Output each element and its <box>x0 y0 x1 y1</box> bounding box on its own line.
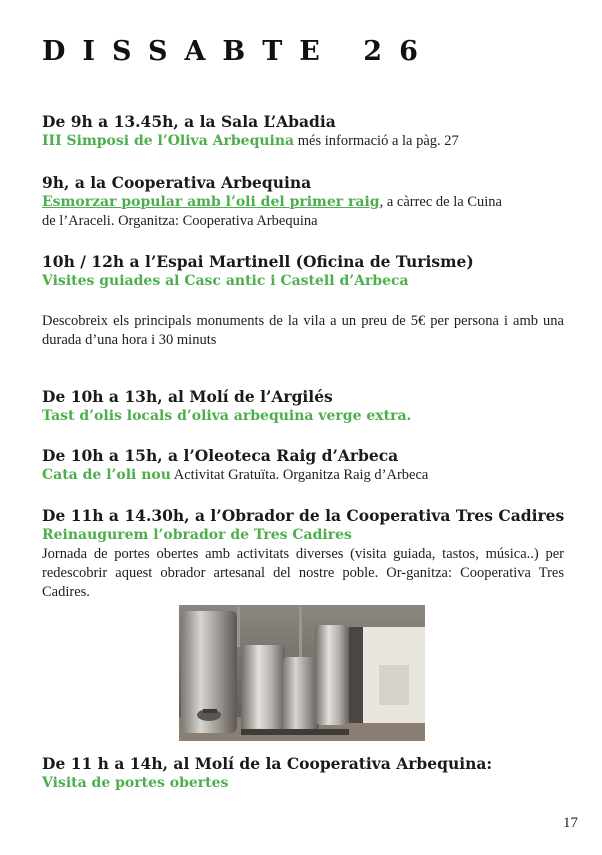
event-description: Descobreix els principals monuments de la vila a un preu de 5€ per persona i amb una durada d’una hora i 30 minuts <box>42 313 564 348</box>
event-heading: De 10h a 15h, a l’Oleoteca Raig d’Arbeca <box>42 446 399 465</box>
event-simposi <box>42 112 564 151</box>
event-heading: 10h / 12h a l’Espai Martinell (Oficina de Turisme) <box>42 252 474 271</box>
event-heading: De 11 h a 14h, al Molí de la Cooperativa Arbequina: <box>42 754 493 773</box>
event-text: Activitat Gratuïta. Organitza Raig d’Arbeca <box>170 467 429 483</box>
day-title: DISSABTE 26 <box>42 36 435 67</box>
page-number: 17 <box>563 815 578 831</box>
event-obrador <box>42 506 564 602</box>
event-line <box>42 132 564 151</box>
event-line <box>42 272 564 291</box>
event-line <box>42 407 564 426</box>
event-title: III Simposi de l’Oliva Arbequina <box>42 133 295 149</box>
event-title: Reinaugurem l’obrador de Tres Cadires <box>42 527 352 543</box>
event-heading: 9h, a la Cooperativa Arbequina <box>42 173 312 192</box>
event-title: Esmorzar popular amb l’oli del primer raig <box>42 194 380 210</box>
event-line <box>42 466 564 485</box>
event-line <box>42 193 564 212</box>
obrador-photo <box>179 605 425 741</box>
event-heading: De 9h a 13.45h, a la Sala L’Abadia <box>42 112 336 131</box>
event-text: més informació a la pàg. 27 <box>294 133 459 149</box>
event-heading: De 11h a 14.30h, a l’Obrador de la Cooperativa Tres Cadires <box>42 506 565 525</box>
event-portes-obertes <box>42 754 564 793</box>
event-title: Tast d’olis locals d’oliva arbequina verge extra. <box>42 408 412 424</box>
event-title: Visita de portes obertes <box>42 775 229 791</box>
event-description: Jornada de portes obertes amb activitats diverses (visita guiada, tastos, música..) per redescobrir aquest obrador artesanal del nostre poble. Or-ganitza: Cooperativa Tres Cadires. <box>42 546 564 600</box>
event-title: Cata de l’oli nou <box>42 467 171 483</box>
event-visites-guiades <box>42 252 564 350</box>
event-tast-olis <box>42 387 564 426</box>
event-text-continued: de l’Araceli. Organitza: Cooperativa Arbequina <box>42 213 318 229</box>
event-line <box>42 774 564 793</box>
event-esmorzar <box>42 173 564 231</box>
obrador-photo-image <box>179 605 425 741</box>
event-title: Visites guiades al Casc antic i Castell d’Arbeca <box>42 273 409 289</box>
event-text: , a càrrec de la Cuina <box>379 194 502 210</box>
event-cata-oli <box>42 446 564 485</box>
event-line <box>42 526 564 545</box>
event-heading: De 10h a 13h, al Molí de l’Argilés <box>42 387 333 406</box>
